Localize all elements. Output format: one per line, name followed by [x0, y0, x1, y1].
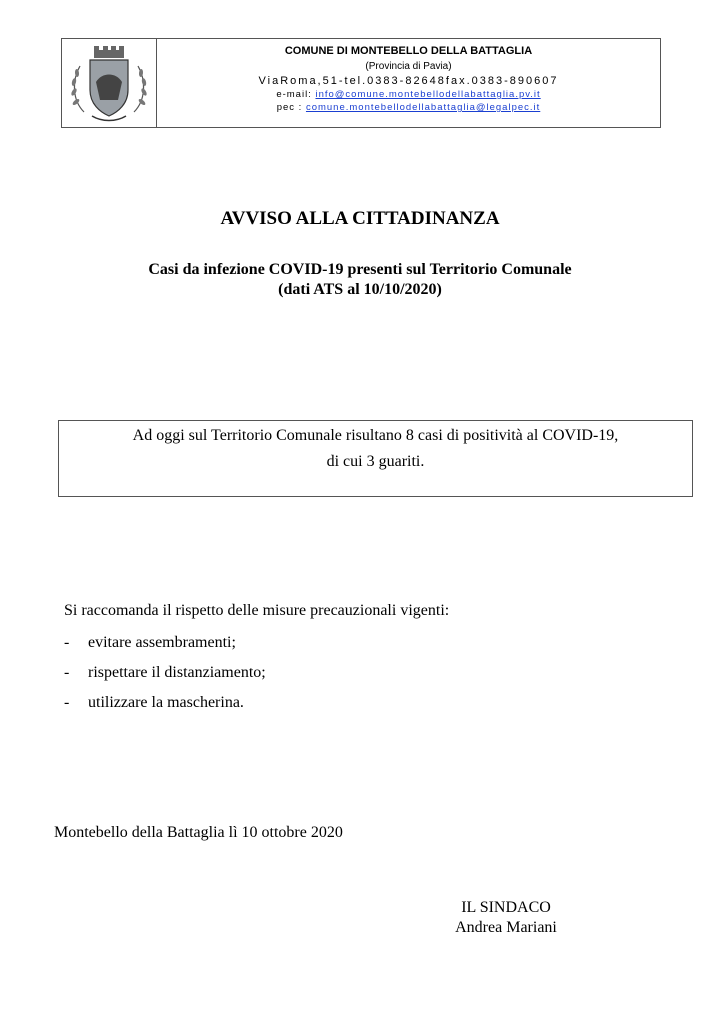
cases-line-1: Ad oggi sul Territorio Comunale risultano 8 casi di positività al COVID-19,	[132, 427, 619, 444]
recommendations-list	[64, 632, 266, 722]
bullet-dash: -	[64, 664, 70, 681]
subtitle-line-2: (dati ATS al 10/10/2020)	[278, 281, 442, 298]
place-and-date: Montebello della Battaglia lì 10 ottobre 2020	[54, 824, 343, 841]
notice-subtitle	[0, 260, 720, 300]
municipality-name: COMUNE DI MONTEBELLO DELLA BATTAGLIA	[284, 45, 533, 57]
email-label: e-mail:	[276, 89, 316, 100]
letterhead	[61, 38, 661, 128]
list-item-text: utilizzare la mascherina.	[88, 694, 244, 711]
bullet-dash: -	[64, 694, 70, 711]
bullet-dash: -	[64, 634, 70, 651]
signature-role: IL SINDACO	[461, 899, 551, 916]
signature-name: Andrea Mariani	[455, 919, 557, 936]
pec-link[interactable]: comune.montebellodellabattaglia@legalpec.it	[305, 102, 541, 113]
pec-line	[157, 102, 660, 113]
list-item-text: rispettare il distanziamento;	[88, 664, 266, 681]
list-item	[64, 632, 266, 662]
pec-label: pec :	[276, 102, 306, 113]
recommendations-intro: Si raccomanda il rispetto delle misure precauzionali vigenti:	[64, 602, 450, 619]
subtitle-line-1: Casi da infezione COVID-19 presenti sul Territorio Comunale	[148, 261, 572, 278]
address-line: ViaRoma,51-tel.0383-82648fax.0383-890607	[258, 75, 559, 87]
letterhead-text	[157, 39, 660, 127]
province: (Provincia di Pavia)	[365, 61, 452, 72]
signature-block	[440, 898, 572, 938]
email-link[interactable]: info@comune.montebellodellabattaglia.pv.it	[315, 89, 541, 100]
list-item	[64, 662, 266, 692]
email-line	[157, 89, 660, 100]
cases-box	[58, 420, 693, 497]
municipal-crest-icon	[66, 42, 152, 126]
notice-title: AVVISO ALLA CITTADINANZA	[220, 208, 500, 229]
cases-line-2: di cui 3 guariti.	[326, 453, 425, 470]
list-item-text: evitare assembramenti;	[88, 634, 236, 651]
list-item	[64, 692, 266, 722]
